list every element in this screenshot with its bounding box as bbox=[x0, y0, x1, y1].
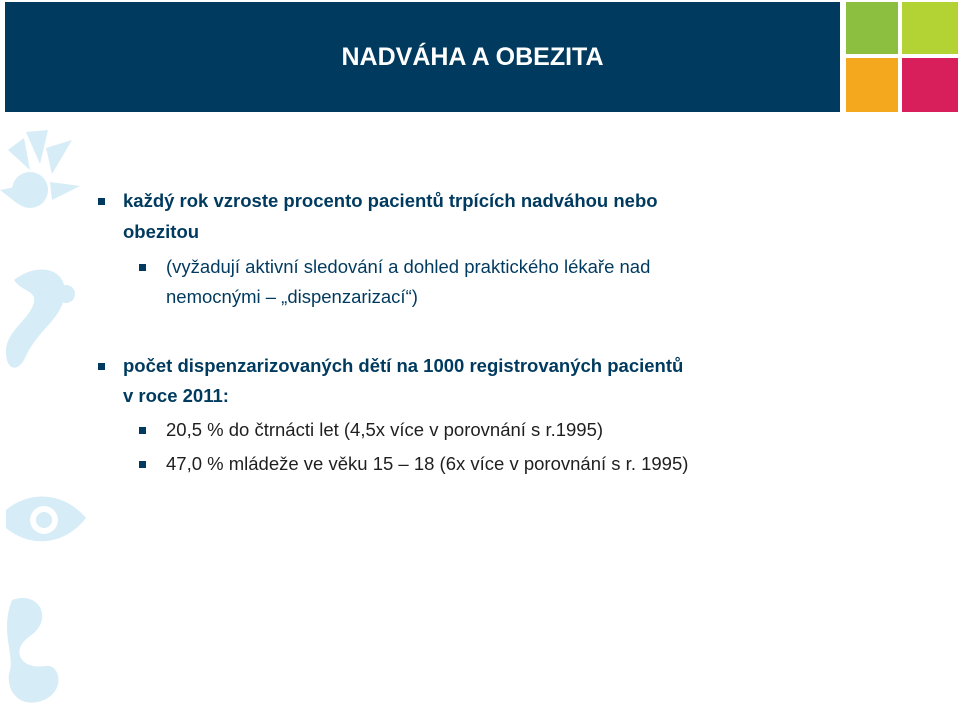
bullet-2-sub-2: 47,0 % mládeže ve věku 15 – 18 (6x více v porovnání s r. 1995) bbox=[166, 453, 689, 474]
orange-square-decoration bbox=[846, 58, 898, 112]
slide-title: NADVÁHA A OBEZITA bbox=[341, 42, 604, 71]
bullet-1-sub-1-line-1: (vyžadují aktivní sledování a dohled praktického lékaře nad bbox=[166, 256, 651, 277]
title-bar bbox=[5, 2, 840, 112]
sub-bullet-marker bbox=[139, 461, 146, 468]
side-decoration-art bbox=[0, 130, 100, 716]
bullet-marker bbox=[98, 363, 105, 370]
bullet-1-line-1: každý rok vzroste procento pacientů trpících nadváhou nebo bbox=[123, 190, 658, 211]
bullet-1-line-2: obezitou bbox=[123, 221, 200, 242]
bullet-2-line-2: v roce 2011: bbox=[123, 385, 229, 406]
lime-square-decoration bbox=[902, 2, 958, 54]
bullet-2-line-1: počet dispenzarizovaných dětí na 1000 registrovaných pacientů bbox=[123, 355, 684, 376]
bullet-marker bbox=[98, 198, 105, 205]
pink-square-decoration bbox=[902, 58, 958, 112]
bullet-2-sub-1: 20,5 % do čtrnácti let (4,5x více v porovnání s r.1995) bbox=[166, 419, 604, 440]
sub-bullet-marker bbox=[139, 264, 146, 271]
sub-bullet-marker bbox=[139, 427, 146, 434]
bullet-1-sub-1-line-2: nemocnými – „dispenzarizací“) bbox=[166, 286, 418, 307]
green-square-decoration bbox=[846, 2, 898, 54]
